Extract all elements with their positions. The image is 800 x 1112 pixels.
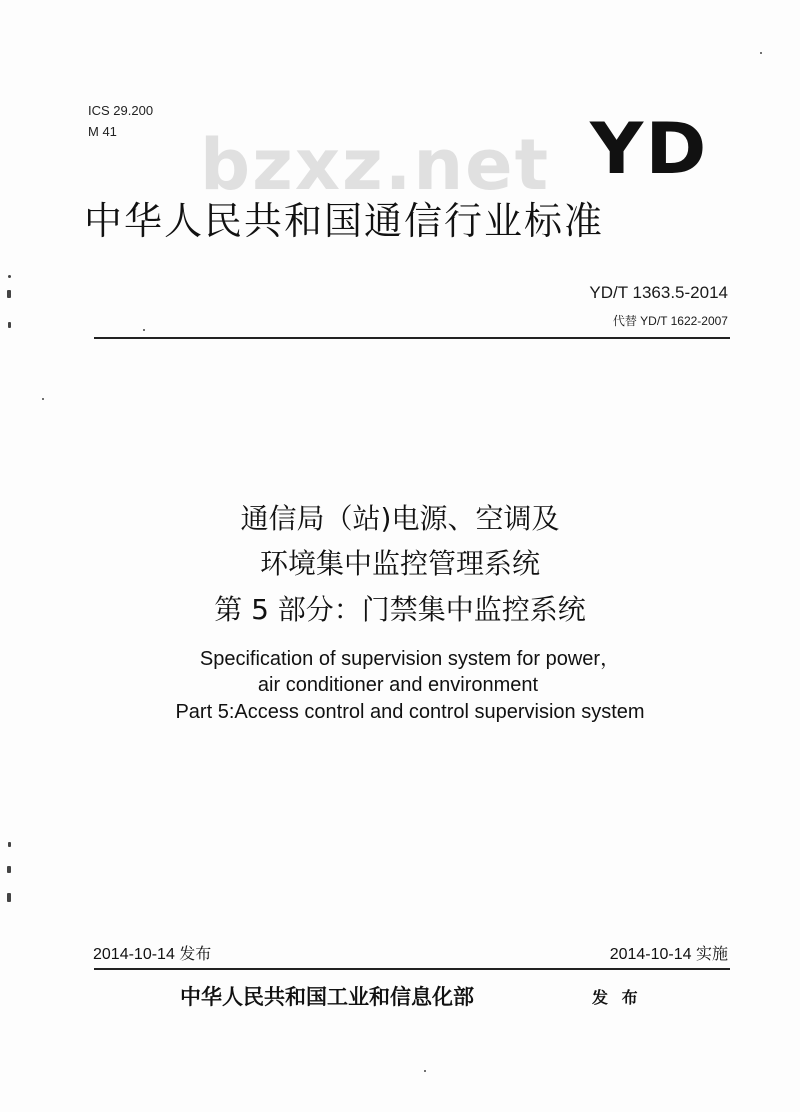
scan-speck bbox=[8, 842, 11, 847]
yd-logo: YD bbox=[590, 108, 709, 190]
classification-codes bbox=[88, 100, 153, 142]
title-zh-line-3: 第 5 部分：门禁集中监控系统 bbox=[214, 593, 586, 626]
implementation-date: 2014-10-14 实施 bbox=[609, 946, 728, 963]
ics-code: ICS 29.200 bbox=[88, 103, 154, 118]
publisher-name: 中华人民共和国工业和信息化部 bbox=[180, 985, 474, 1009]
watermark: bzxz.net bbox=[200, 124, 551, 206]
scan-speck bbox=[7, 866, 11, 873]
scan-speck bbox=[7, 290, 11, 298]
publisher-verb: 发 布 bbox=[592, 988, 642, 1007]
scan-speck bbox=[143, 329, 145, 331]
scan-speck bbox=[8, 275, 11, 278]
title-en-line-2: air conditioner and environment bbox=[257, 674, 539, 696]
scan-speck bbox=[8, 322, 11, 328]
title-en-line-3: Part 5:Access control and control supervision system bbox=[175, 701, 645, 723]
scan-speck bbox=[760, 52, 762, 54]
scan-speck bbox=[42, 398, 44, 400]
header-divider bbox=[94, 337, 730, 339]
title-zh-line-1: 通信局（站)电源、空调及 bbox=[240, 502, 560, 535]
title-en-line-1: Specification of supervision system for power， bbox=[199, 648, 621, 670]
replaces-standard: 代替 YD/T 1622-2007 bbox=[612, 314, 728, 328]
title-zh-line-2: 环境集中监控管理系统 bbox=[259, 547, 540, 580]
scan-speck bbox=[7, 893, 11, 902]
standard-category-title: 中华人民共和国通信行业标准 bbox=[84, 199, 605, 243]
issue-date: 2014-10-14 发布 bbox=[93, 946, 212, 963]
standard-number: YD/T 1363.5-2014 bbox=[589, 283, 728, 302]
footer-divider bbox=[94, 968, 730, 970]
scan-speck bbox=[424, 1070, 426, 1072]
ccs-code: M 41 bbox=[88, 124, 117, 139]
